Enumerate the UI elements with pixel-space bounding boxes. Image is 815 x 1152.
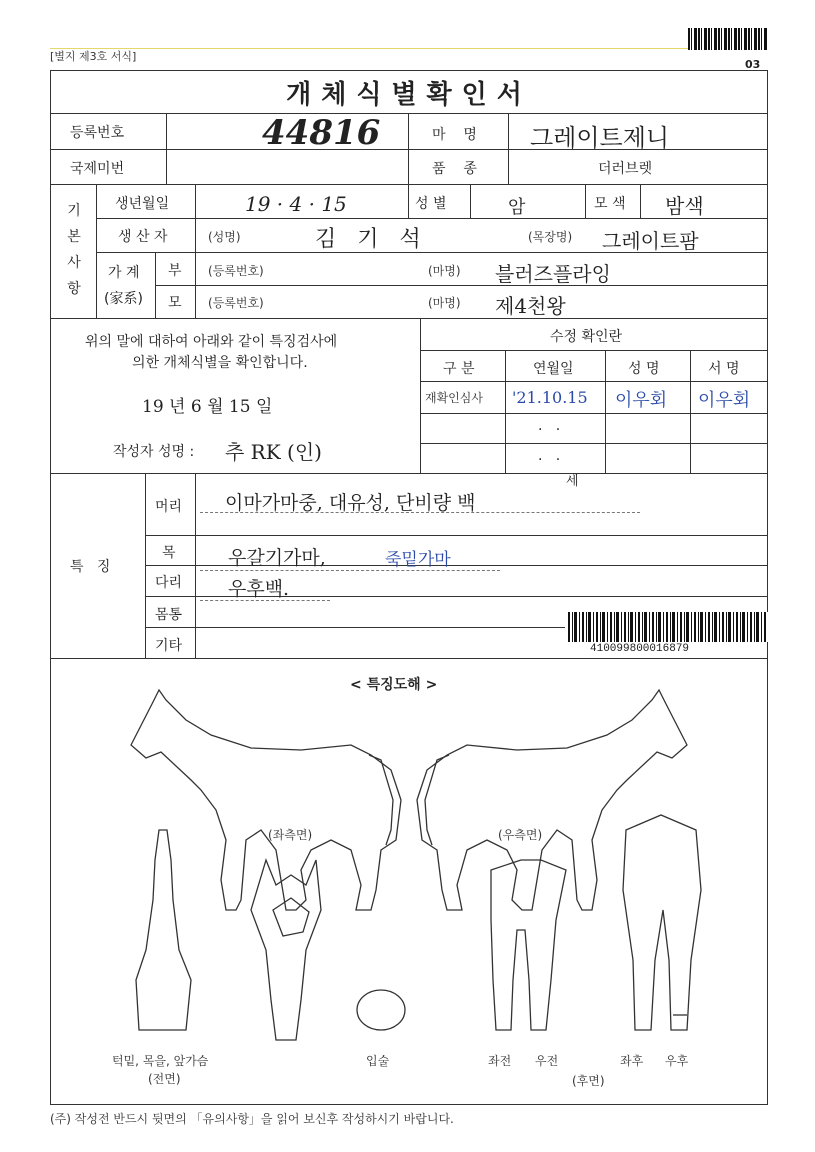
top-rule xyxy=(50,48,768,49)
hind-left-caption: 좌후 xyxy=(620,1054,644,1068)
right-side-caption: (우측면) xyxy=(498,828,543,842)
ranch-value: 그레이트팜 xyxy=(602,229,699,253)
front-left-caption: 좌전 xyxy=(488,1054,512,1068)
horse-name-value: 그레이트제니 xyxy=(530,124,670,152)
statement-line-1: 위의 말에 대하여 아래와 같이 특징검사에 xyxy=(85,334,338,350)
feature-leg-value: 우후백. xyxy=(228,578,290,600)
writer-signature: 추 RK (인) xyxy=(225,440,322,464)
confirm-date: 19 년 6 월 15 일 xyxy=(142,397,273,417)
horse-name-label: 마 명 xyxy=(432,127,477,143)
feature-neck-value: 우갈기가마, xyxy=(228,547,326,569)
head-marking xyxy=(273,898,309,936)
feature-head-note: 세 xyxy=(566,474,579,489)
rear-caption: (후면) xyxy=(572,1074,605,1088)
feature-neck-label: 목 xyxy=(162,545,176,561)
revision-row1-type: 재확인심사 xyxy=(425,391,483,405)
breed-value: 더러브렛 xyxy=(598,161,653,177)
feature-body-label: 몸통 xyxy=(155,607,183,623)
birth-date-label: 생년월일 xyxy=(115,196,170,212)
page-number: 03 xyxy=(745,58,761,71)
birth-date-value: 19 · 4 · 15 xyxy=(245,192,347,216)
revision-title: 수정 확인란 xyxy=(550,329,623,345)
revision-row2-date: · · xyxy=(538,422,561,438)
sex-value: 암 xyxy=(508,197,526,218)
registration-number-value: 44816 xyxy=(262,113,381,153)
ranch-label: (목장명) xyxy=(528,230,573,244)
breed-label: 품 종 xyxy=(432,161,477,177)
hind-right-caption: 우후 xyxy=(665,1054,689,1068)
intl-number-label: 국제미번 xyxy=(70,161,125,177)
front-right-caption: 우전 xyxy=(535,1054,559,1068)
breeder-label: 생 산 자 xyxy=(118,229,168,245)
registration-number-label: 등록번호 xyxy=(70,125,125,141)
revision-col-date: 연월일 xyxy=(533,361,574,377)
front-legs-outline xyxy=(491,860,566,1030)
form-number-label: [별지 제3호 서식] xyxy=(50,50,137,63)
revision-row1-sign: 이우회 xyxy=(698,390,751,411)
breeder-name-value: 김 기 석 xyxy=(315,227,421,252)
dam-label: 모 xyxy=(168,295,182,311)
dam-reg-label: (등록번호) xyxy=(208,296,264,310)
basic-section-label: 기 본 사 항 xyxy=(67,203,81,297)
color-label: 모 색 xyxy=(594,196,626,212)
rear-view-outline xyxy=(623,815,701,1030)
dam-name-label: (마명) xyxy=(428,296,461,310)
features-section-label: 특 징 xyxy=(70,559,111,575)
head-front-outline xyxy=(251,860,321,1040)
left-side-caption: (좌측면) xyxy=(268,828,313,842)
dam-name-value: 제4천왕 xyxy=(495,294,566,318)
horse-diagram xyxy=(51,660,767,1105)
lip-caption: 입술 xyxy=(366,1054,390,1068)
barcode-top-icon xyxy=(688,28,768,50)
feature-other-label: 기타 xyxy=(155,638,183,654)
front-caption-2: (전면) xyxy=(148,1072,181,1086)
barcode-number: 410099800016879 xyxy=(590,643,690,655)
sire-name-label: (마명) xyxy=(428,264,461,278)
revision-row1-date: '21.10.15 xyxy=(512,388,588,407)
sire-reg-label: (등록번호) xyxy=(208,264,264,278)
sex-label: 성 별 xyxy=(415,196,447,212)
breeder-name-label: (성명) xyxy=(208,230,241,244)
writer-label: 작성자 성명 : xyxy=(113,444,195,460)
pedigree-label: 가 계 xyxy=(108,265,140,281)
diagram-title: < 특징도해 > xyxy=(350,677,438,693)
feature-head-value: 이마가마중, 대유성, 단비량 백 xyxy=(225,492,476,514)
front-caption-1: 턱밑, 목을, 앞가슴 xyxy=(112,1054,209,1068)
document-title: 개체식별확인서 xyxy=(286,80,532,110)
color-value: 밤색 xyxy=(665,194,704,218)
front-neck-outline xyxy=(136,830,191,1030)
statement-line-2: 의한 개체식별을 확인합니다. xyxy=(132,355,308,371)
lip-outline xyxy=(357,990,405,1030)
barcode-side-icon xyxy=(568,612,768,642)
footer-note: (주) 작성전 반드시 뒷면의 「유의사항」을 읽어 보신후 작성하시기 바랍니다. xyxy=(50,1112,454,1126)
feature-head-label: 머리 xyxy=(155,499,183,515)
right-side-horse-outline xyxy=(417,690,687,910)
sire-label: 부 xyxy=(168,263,182,279)
revision-row1-name: 이우회 xyxy=(615,390,668,411)
revision-col-type: 구 분 xyxy=(443,361,475,377)
sire-name-value: 블러즈플라잉 xyxy=(495,262,611,286)
feature-neck-value-2: 죽밑가마 xyxy=(385,550,451,570)
revision-row3-date: · · xyxy=(538,452,561,468)
pedigree-hanja: (家系) xyxy=(104,291,143,307)
feature-leg-label: 다리 xyxy=(155,575,183,591)
revision-col-name: 성 명 xyxy=(628,361,660,377)
revision-col-sign: 서 명 xyxy=(708,361,740,377)
